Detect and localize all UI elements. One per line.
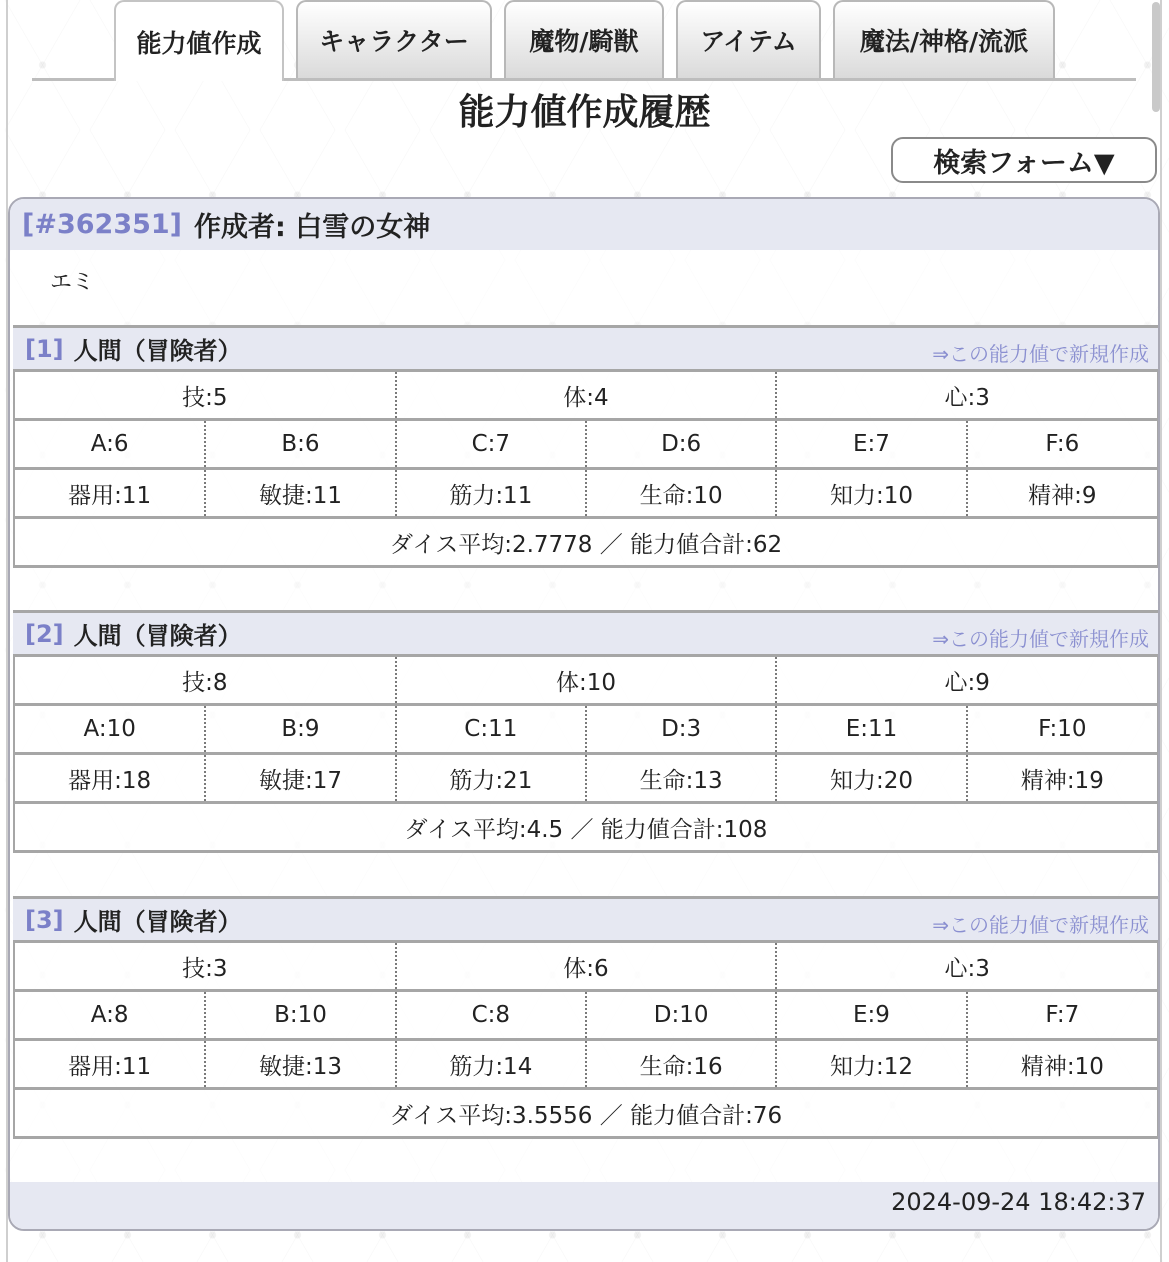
stat-dexterity: 器用:11 <box>15 1040 205 1089</box>
dice-row <box>15 991 1157 1040</box>
page-title: 能力値作成履歴 <box>458 92 711 133</box>
tab-label: 能力値作成 <box>136 28 262 58</box>
stat-agility: 敏捷:13 <box>205 1040 395 1089</box>
section-header <box>13 896 1159 943</box>
dice-f: F:10 <box>967 705 1157 754</box>
section-race: 人間（冒険者） <box>73 908 242 936</box>
stat-intelligence: 知力:20 <box>776 754 966 803</box>
dice-average-total: ダイス平均:4.5 ／ 能力値合計:108 <box>15 803 1157 852</box>
stat-strength: 筋力:14 <box>396 1040 586 1089</box>
stat-agility: 敏捷:17 <box>205 754 395 803</box>
base-tech: 技:3 <box>15 943 396 991</box>
dice-row <box>15 420 1157 469</box>
dice-e: E:7 <box>776 420 966 469</box>
dice-a: A:10 <box>15 705 205 754</box>
stats-grid <box>13 372 1159 568</box>
tab-label: アイテム <box>700 27 797 56</box>
stat-dexterity: 器用:11 <box>15 469 205 518</box>
stats-row <box>15 1040 1157 1089</box>
section-number: [2] <box>25 619 64 648</box>
tab-label: キャラクター <box>319 27 469 56</box>
record-id: [#362351] <box>22 209 183 240</box>
base-tech: 技:8 <box>15 657 396 705</box>
dice-b: B:9 <box>205 705 395 754</box>
section-header <box>13 325 1159 372</box>
base-mind: 心:9 <box>776 657 1157 705</box>
total-row <box>15 1089 1157 1138</box>
dice-f: F:7 <box>967 991 1157 1040</box>
record-creator: 作成者: 白雪の女神 <box>194 212 431 243</box>
dice-row <box>15 705 1157 754</box>
base-body: 体:4 <box>396 372 777 420</box>
section-race: 人間（冒険者） <box>73 337 242 365</box>
create-from-stats-link[interactable]: ⇒この能力値で新規作成 <box>932 913 1149 937</box>
stats-row <box>15 754 1157 803</box>
base-body: 体:6 <box>396 943 777 991</box>
ability-section <box>13 325 1159 568</box>
dice-e: E:9 <box>776 991 966 1040</box>
dice-d: D:3 <box>586 705 776 754</box>
search-form-toggle-button[interactable]: 検索フォーム▼ <box>891 137 1157 183</box>
stat-intelligence: 知力:10 <box>776 469 966 518</box>
section-header <box>13 610 1159 657</box>
dice-f: F:6 <box>967 420 1157 469</box>
stat-spirit: 精神:9 <box>967 469 1157 518</box>
dice-average-total: ダイス平均:3.5556 ／ 能力値合計:76 <box>15 1089 1157 1138</box>
base-body: 体:10 <box>396 657 777 705</box>
base-row <box>15 657 1157 705</box>
frame-right-border <box>1160 0 1162 1262</box>
tab-label: 魔物/騎獣 <box>529 27 639 56</box>
tab-monster-mount[interactable] <box>504 0 664 78</box>
stat-dexterity: 器用:18 <box>15 754 205 803</box>
stats-row <box>15 469 1157 518</box>
total-row <box>15 518 1157 567</box>
section-race: 人間（冒険者） <box>73 622 242 650</box>
dice-b: B:6 <box>205 420 395 469</box>
dice-average-total: ダイス平均:2.7778 ／ 能力値合計:62 <box>15 518 1157 567</box>
stat-vitality: 生命:13 <box>586 754 776 803</box>
record-header <box>10 199 1158 250</box>
ability-section <box>13 610 1159 853</box>
character-name: エミ <box>50 270 95 295</box>
stat-vitality: 生命:16 <box>586 1040 776 1089</box>
total-row <box>15 803 1157 852</box>
dice-b: B:10 <box>205 991 395 1040</box>
record-panel <box>8 197 1160 1231</box>
dice-a: A:8 <box>15 991 205 1040</box>
stats-grid <box>13 943 1159 1139</box>
dice-d: D:10 <box>586 991 776 1040</box>
stats-grid <box>13 657 1159 853</box>
tab-magic-deity-school[interactable] <box>833 0 1055 78</box>
base-tech: 技:5 <box>15 372 396 420</box>
base-mind: 心:3 <box>776 372 1157 420</box>
record-footer <box>10 1182 1158 1231</box>
ability-section <box>13 896 1159 1139</box>
stat-intelligence: 知力:12 <box>776 1040 966 1089</box>
stat-spirit: 精神:10 <box>967 1040 1157 1089</box>
tab-character[interactable] <box>296 0 492 78</box>
stat-strength: 筋力:21 <box>396 754 586 803</box>
stat-agility: 敏捷:11 <box>205 469 395 518</box>
dice-e: E:11 <box>776 705 966 754</box>
record-timestamp: 2024-09-24 18:42:37 <box>891 1188 1146 1216</box>
dice-c: C:11 <box>396 705 586 754</box>
tab-item[interactable] <box>676 0 821 78</box>
dice-a: A:6 <box>15 420 205 469</box>
dice-d: D:6 <box>586 420 776 469</box>
stat-spirit: 精神:19 <box>967 754 1157 803</box>
create-from-stats-link[interactable]: ⇒この能力値で新規作成 <box>932 627 1149 651</box>
create-from-stats-link[interactable]: ⇒この能力値で新規作成 <box>932 342 1149 366</box>
tab-ability-creation[interactable] <box>114 0 284 81</box>
stat-strength: 筋力:11 <box>396 469 586 518</box>
base-row <box>15 372 1157 420</box>
dice-c: C:8 <box>396 991 586 1040</box>
tab-label: 魔法/神格/流派 <box>859 27 1029 56</box>
section-number: [3] <box>25 905 64 934</box>
section-number: [1] <box>25 334 64 363</box>
base-row <box>15 943 1157 991</box>
stat-vitality: 生命:10 <box>586 469 776 518</box>
dice-c: C:7 <box>396 420 586 469</box>
base-mind: 心:3 <box>776 943 1157 991</box>
